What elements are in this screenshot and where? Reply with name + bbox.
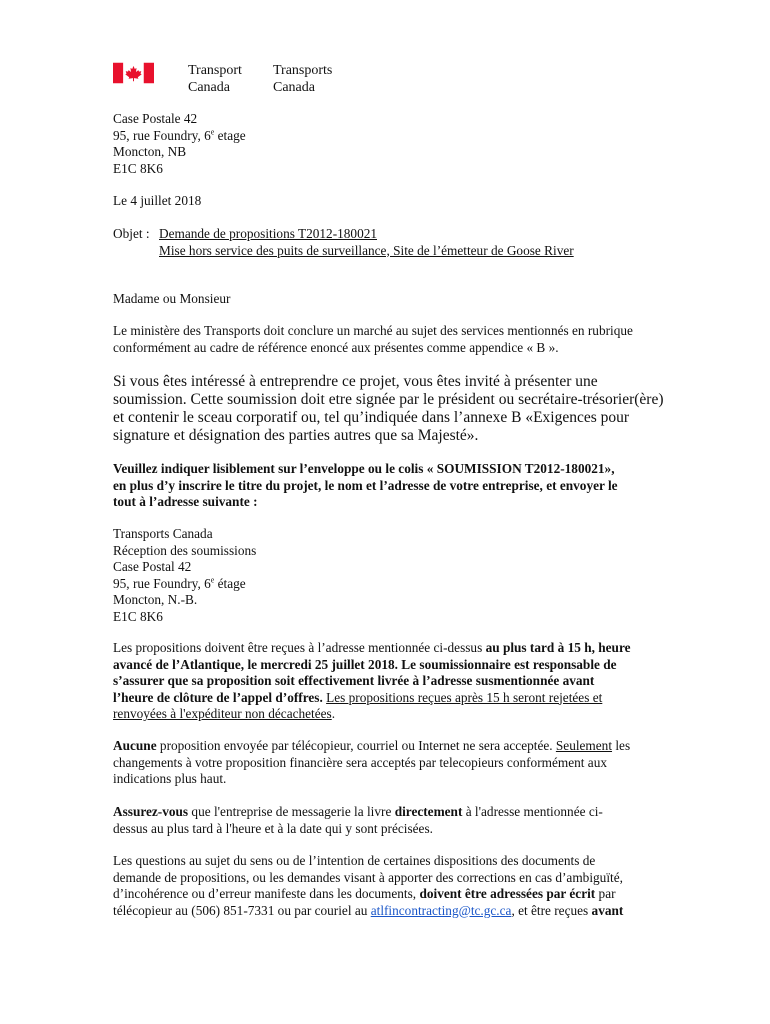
paragraph-2 <box>113 373 664 445</box>
sender-address <box>113 111 246 177</box>
dept-fr-line1: Transports <box>273 63 333 78</box>
subject-lines <box>159 226 574 259</box>
dept-fr-line2: Canada <box>273 80 315 95</box>
subject-line2: Mise hors service des puits de surveillance, Site de l’émetteur de Goose River <box>159 242 574 258</box>
dept-name-english <box>188 62 242 96</box>
p2-line2: soumission. Cette soumission doit etre signée par le président ou secrétaire-trésorier(ère) <box>113 391 664 408</box>
p7-line3: d’incohérence ou d’erreur manifeste dans les documents, doivent être adressées par écrit par <box>113 886 616 901</box>
p3-line1: Veuillez indiquer lisiblement sur l’enveloppe ou le colis « SOUMISSION T2012-180021», <box>113 461 615 476</box>
paragraph-4 <box>113 640 631 723</box>
addr-line3: Case Postal 42 <box>113 559 192 574</box>
p1-line2: conformément au cadre de référence enoncé aux présentes comme appendice « B ». <box>113 339 559 355</box>
p4-line5: renvoyées à l'expéditeur non décachetées. <box>113 706 336 721</box>
addr-line1: Transports Canada <box>113 526 213 541</box>
p4-line4: l’heure de clôture de l’appel d’offres. Les propositions reçues après 15 h seront rejetées et <box>113 689 603 705</box>
p3-line2: en plus d’y inscrire le titre du projet, le nom et l’adresse de votre entreprise, et envoyer le <box>113 477 618 493</box>
email-link[interactable]: atlfincontracting@tc.gc.ca <box>370 902 512 918</box>
paragraph-3 <box>113 461 618 511</box>
paragraph-7 <box>113 853 623 919</box>
subject-line1: Demande de propositions T2012-180021 <box>159 226 378 241</box>
p4-line3: s’assurer que sa proposition soit effectivement livrée à l’adresse susmentionnée avant <box>113 673 595 688</box>
p4-line1: Les propositions doivent être reçues à l’adresse mentionnée ci-dessus au plus tard à 15 h, heure <box>113 640 631 655</box>
p6-line1: Assurez-vous que l'entreprise de messagerie la livre directement à l'adresse mentionnée ci- <box>113 804 603 819</box>
canada-flag-icon <box>113 62 154 84</box>
delivery-address <box>113 526 256 625</box>
p6-line2: dessus au plus tard à l'heure et à la date qui y sont précisées. <box>113 820 433 836</box>
p5-line1: Aucune proposition envoyée par télécopieur, courriel ou Internet ne sera acceptée. Seulement les <box>113 738 631 753</box>
dept-en-line2: Canada <box>188 80 230 95</box>
p7-line4: télécopieur au (506) 851-7331 ou par couriel au atlfincontracting@tc.gc.ca, et être reçues avant <box>113 902 624 918</box>
dept-name-french <box>273 62 332 96</box>
paragraph-5 <box>113 738 630 788</box>
addr-line6: E1C 8K6 <box>113 608 163 624</box>
sender-line1: Case Postale 42 <box>113 111 198 126</box>
dept-en-line1: Transport <box>188 63 242 78</box>
paragraph-6 <box>113 804 603 837</box>
salutation: Madame ou Monsieur <box>113 291 231 306</box>
sender-line2: 95, rue Foundry, 6e etage <box>113 127 246 143</box>
sender-line3: Moncton, NB <box>113 144 187 159</box>
letter-date: Le 4 juillet 2018 <box>113 193 202 208</box>
p5-line3: indications plus haut. <box>113 771 227 786</box>
p7-line1: Les questions au sujet du sens ou de l’intention de certaines dispositions des documents de <box>113 853 596 868</box>
p4-line2: avancé de l’Atlantique, le mercredi 25 juillet 2018. Le soumissionnaire est responsable de <box>113 656 617 672</box>
p7-line2: demande de propositions, ou les demandes visant à apporter des corrections en cas d’ambiguïté, <box>113 869 623 885</box>
subject-label: Objet : <box>113 226 150 241</box>
p2-line3: et contenir le sceau corporatif ou, tel qu’indiquée dans l’annexe B «Exigences pour <box>113 409 630 426</box>
p2-line4: signature et désignation des parties autres que sa Majesté». <box>113 427 479 444</box>
p2-line1: Si vous êtes intéressé à entreprendre ce projet, vous êtes invité à présenter une <box>113 373 598 390</box>
sender-line4: E1C 8K6 <box>113 160 163 176</box>
addr-line5: Moncton, N.-B. <box>113 592 198 607</box>
p1-line1: Le ministère des Transports doit conclure un marché au sujet des services mentionnés en rubrique <box>113 323 633 338</box>
p3-line3: tout à l’adresse suivante : <box>113 494 258 509</box>
addr-line2: Réception des soumissions <box>113 542 257 558</box>
paragraph-1 <box>113 323 633 356</box>
p5-line2: changements à votre proposition financière sera acceptés par telecopieurs conformément aux <box>113 754 607 770</box>
addr-line4: 95, rue Foundry, 6e étage <box>113 575 246 591</box>
